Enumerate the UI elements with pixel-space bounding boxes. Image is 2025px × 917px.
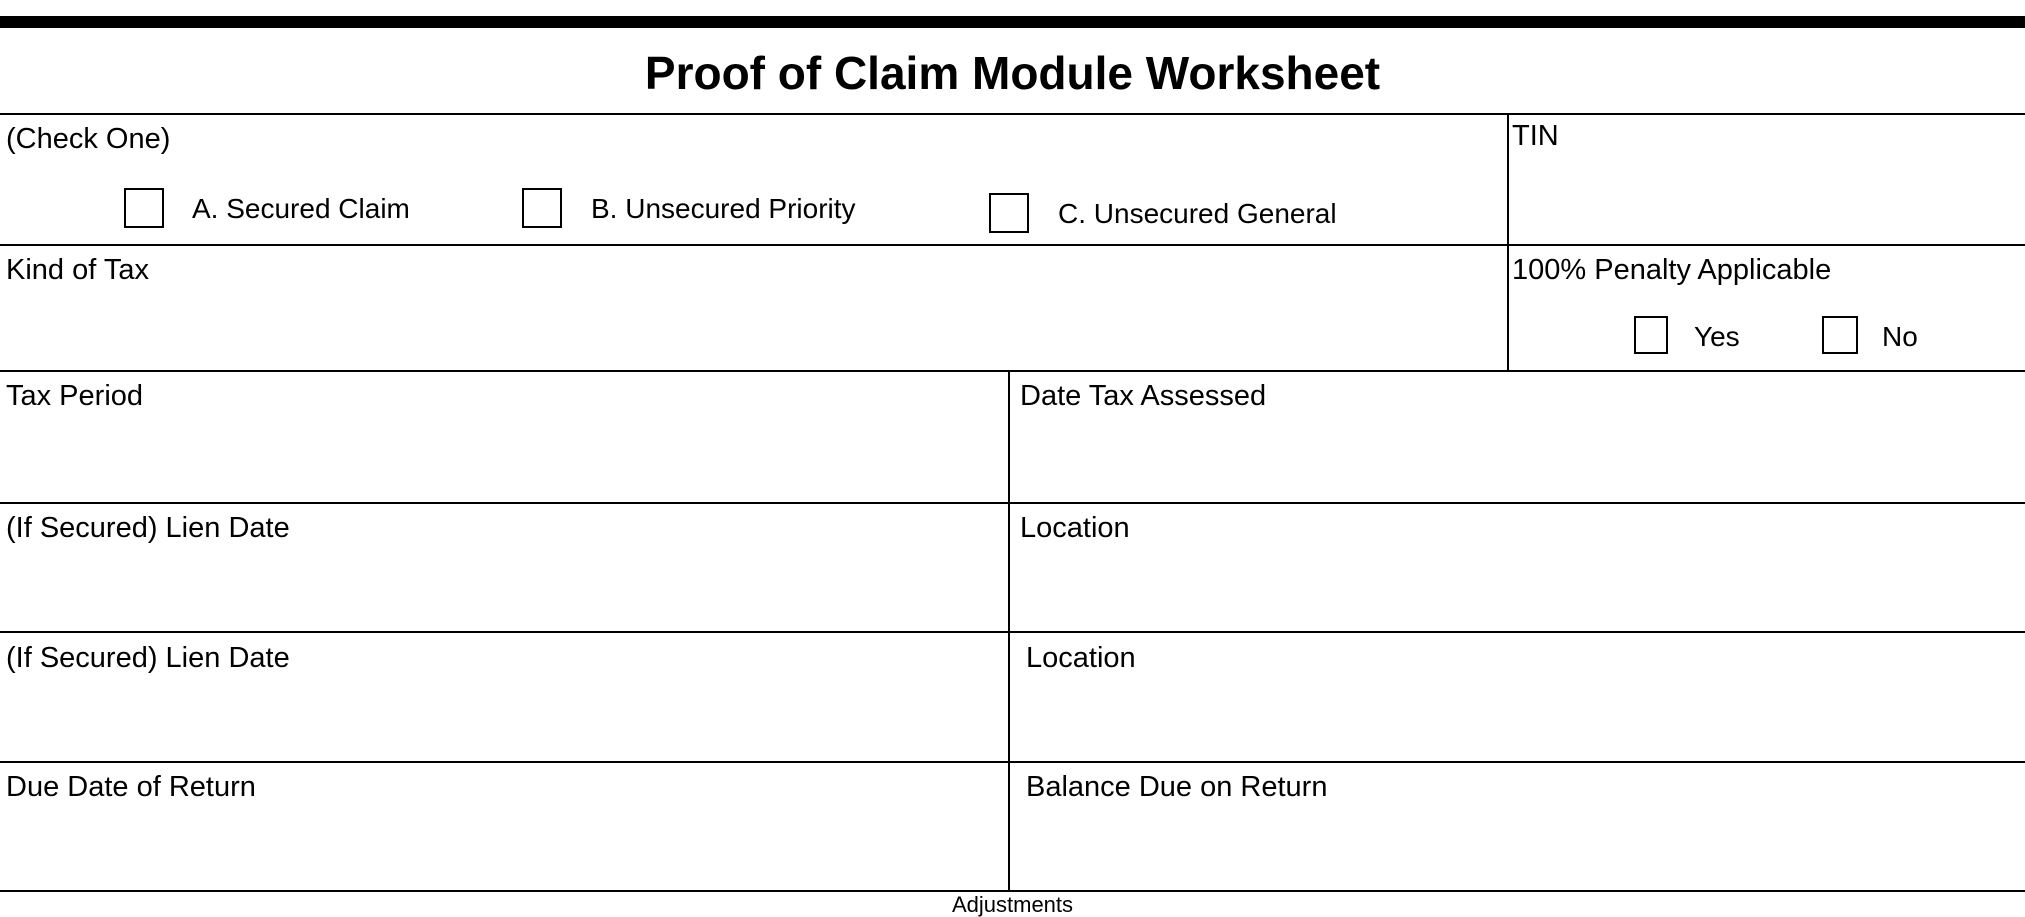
column-divider [1008,370,1010,890]
penalty-no-label: No [1882,321,1918,352]
penalty-label: 100% Penalty Applicable [1512,254,1832,286]
penalty-yes-label: Yes [1694,321,1740,352]
top-rule [0,16,2025,28]
lien-date-label-2: (If Secured) Lien Date [6,642,290,674]
penalty-no-checkbox[interactable] [1822,316,1858,354]
penalty-yes-checkbox[interactable] [1634,316,1668,354]
kind-of-tax-label: Kind of Tax [6,254,149,286]
rule-6 [0,761,2025,763]
unsecured-general-label: C. Unsecured General [1058,198,1337,229]
unsecured-priority-label: B. Unsecured Priority [591,193,856,224]
unsecured-general-checkbox[interactable] [989,193,1029,233]
tax-period-label: Tax Period [6,380,144,412]
date-tax-assessed-label: Date Tax Assessed [1020,380,1267,412]
footer-partial-text: Adjustments [951,892,1074,917]
lien-date-label-1: (If Secured) Lien Date [6,512,290,544]
balance-due-label: Balance Due on Return [1026,771,1328,803]
due-date-label: Due Date of Return [6,771,256,803]
location-label-2: Location [1026,642,1136,674]
location-label-1: Location [1020,512,1130,544]
rule-4 [0,502,2025,504]
form-title: Proof of Claim Module Worksheet [644,47,1381,99]
tin-label: TIN [1512,120,1559,152]
rule-3 [0,370,2025,372]
rule-2 [0,244,2025,246]
check-one-label: (Check One) [6,123,171,155]
rule-5 [0,631,2025,633]
rule-1 [0,113,2025,115]
unsecured-priority-checkbox[interactable] [522,188,562,228]
secured-claim-checkbox[interactable] [124,188,164,228]
secured-claim-label: A. Secured Claim [192,193,410,224]
tin-divider [1507,113,1509,372]
